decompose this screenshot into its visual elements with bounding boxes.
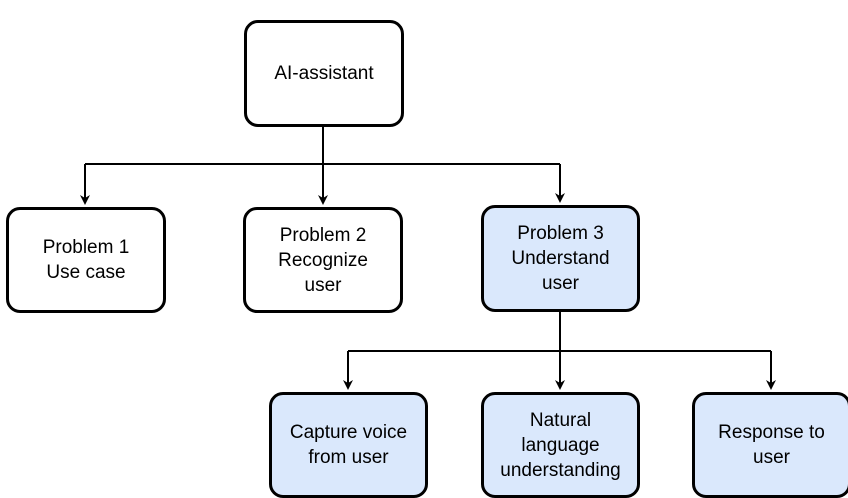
node-problem-3-label: Problem 3 Understand user — [511, 223, 610, 294]
node-problem-2 — [243, 207, 403, 313]
node-capture-voice — [269, 392, 428, 498]
node-problem-2-label: Problem 2 Recognize user — [278, 224, 368, 296]
node-nlu-label: Natural language understanding — [500, 409, 621, 481]
node-response-to-user — [692, 392, 848, 498]
node-ai-assistant — [244, 20, 404, 127]
node-natural-language-understanding — [481, 392, 640, 498]
node-problem-3 — [481, 205, 640, 312]
node-ai-assistant-label: AI-assistant — [274, 63, 374, 84]
node-capture-voice-label: Capture voice from user — [289, 422, 408, 468]
node-problem-1 — [6, 207, 166, 313]
node-problem-1-label: Problem 1 Use case — [42, 237, 130, 283]
node-response-label: Response to user — [718, 422, 825, 468]
